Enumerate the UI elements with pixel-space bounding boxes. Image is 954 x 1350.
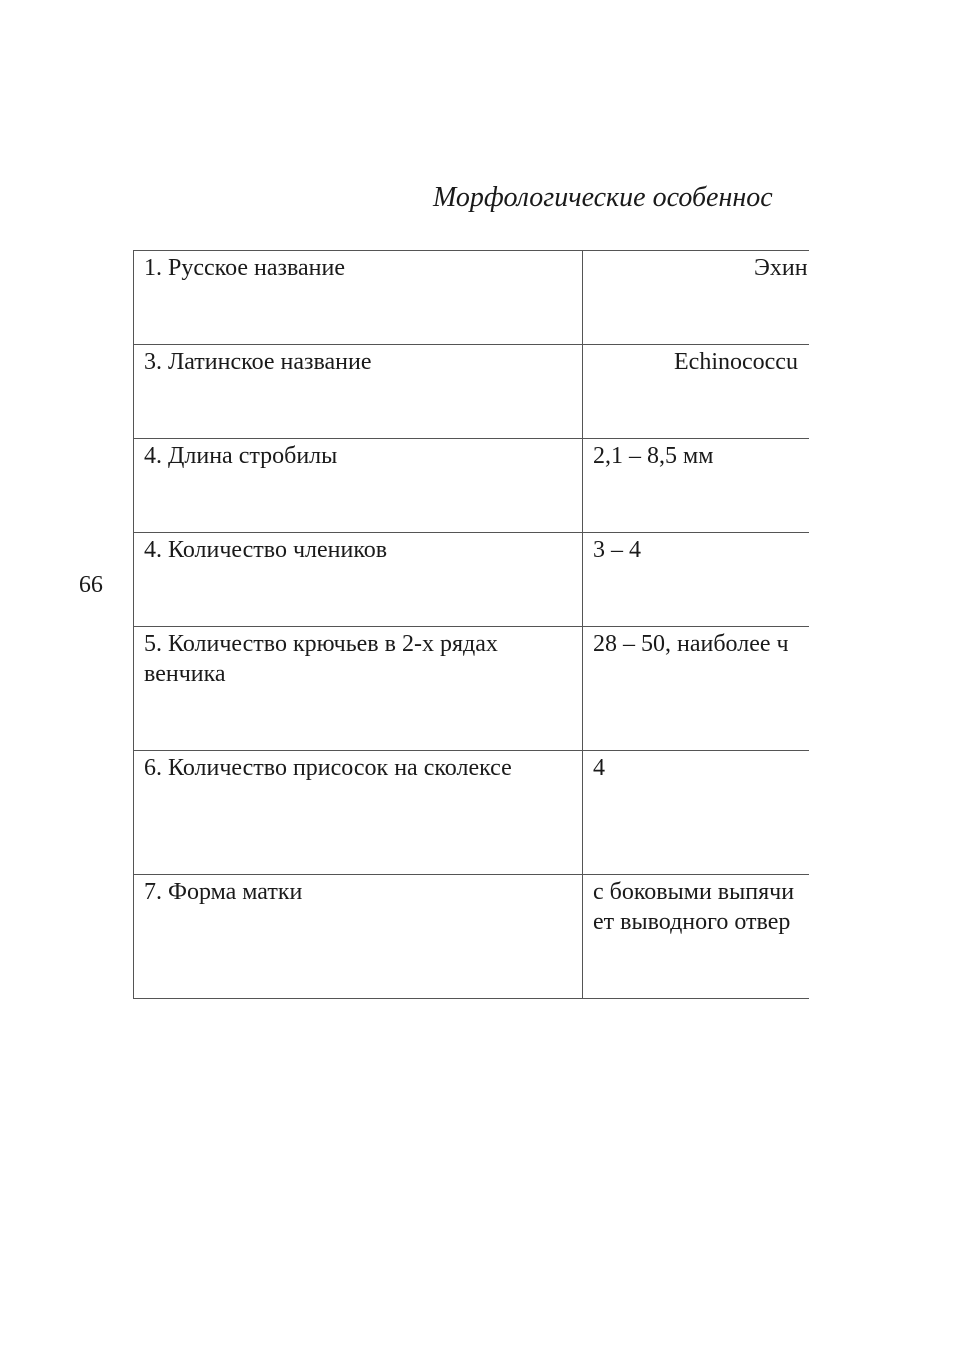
row-value <box>583 251 810 345</box>
page-number: 99 <box>79 570 103 596</box>
row-value <box>583 439 810 533</box>
row-value <box>583 345 810 439</box>
row-value <box>583 751 810 875</box>
table-row <box>134 251 810 345</box>
value-line: Echinococcu <box>674 349 798 375</box>
value-line: 4 <box>593 755 605 781</box>
row-label: 4. Длина стробилы <box>134 439 583 533</box>
value-line: 3 – 4 <box>593 537 641 563</box>
table-row <box>134 751 810 875</box>
morphology-table <box>133 250 809 999</box>
value-line: Эхин <box>754 255 808 281</box>
row-label: 7. Форма матки <box>134 875 583 999</box>
value-line: ет выводного отвер <box>593 909 791 935</box>
row-label: 6. Количество присосок на сколексе <box>134 751 583 875</box>
row-label: 1. Русское название <box>134 251 583 345</box>
row-label: 5. Количество крючьев в 2-х рядах венчика <box>134 627 583 751</box>
table-row <box>134 533 810 627</box>
row-label: 3. Латинское название <box>134 345 583 439</box>
table-row <box>134 875 810 999</box>
row-value <box>583 627 810 751</box>
table-row <box>134 345 810 439</box>
value-line: 28 – 50, наиболее ч <box>593 631 789 657</box>
row-label: 4. Количество члеников <box>134 533 583 627</box>
row-value <box>583 533 810 627</box>
table-row <box>134 627 810 751</box>
value-line: с боковыми выпячи <box>593 879 795 905</box>
value-line: 2,1 – 8,5 мм <box>593 443 714 469</box>
row-value <box>583 875 810 999</box>
table-row <box>134 439 810 533</box>
table-title: Морфологические особеннос <box>433 182 773 213</box>
